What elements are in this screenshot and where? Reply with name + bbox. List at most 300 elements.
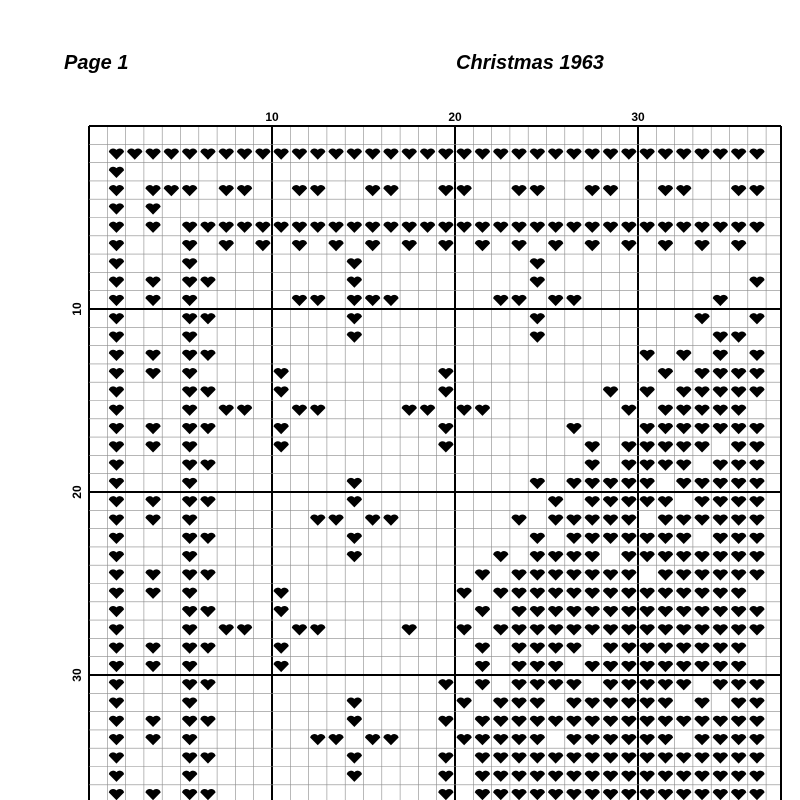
heart-stitch-icon [713,405,728,416]
heart-stitch-icon [200,533,215,544]
heart-stitch-icon [200,313,215,324]
heart-stitch-icon [182,368,197,379]
heart-stitch-icon [145,203,160,214]
heart-stitch-icon [731,222,746,233]
heart-stitch-icon [676,716,691,727]
heart-stitch-icon [676,148,691,159]
heart-stitch-icon [383,148,398,159]
heart-stitch-icon [274,661,289,672]
heart-stitch-icon [182,752,197,763]
heart-stitch-icon [566,478,581,489]
heart-stitch-icon [731,624,746,635]
heart-stitch-icon [731,514,746,525]
heart-stitch-icon [530,533,545,544]
heart-stitch-icon [182,478,197,489]
heart-stitch-icon [603,716,618,727]
heart-stitch-icon [731,734,746,745]
heart-stitch-icon [438,222,453,233]
heart-stitch-icon [493,734,508,745]
heart-stitch-icon [731,569,746,580]
heart-stitch-icon [493,222,508,233]
heart-stitch-icon [365,734,380,745]
heart-stitch-icon [731,148,746,159]
heart-stitch-icon [219,222,234,233]
heart-stitch-icon [109,716,124,727]
heart-stitch-icon [713,331,728,342]
heart-stitch-icon [566,514,581,525]
heart-stitch-icon [347,148,362,159]
heart-stitch-icon [713,350,728,361]
heart-stitch-icon [713,460,728,471]
heart-stitch-icon [731,752,746,763]
heart-stitch-icon [749,734,764,745]
heart-stitch-icon [145,734,160,745]
heart-stitch-icon [694,643,709,654]
heart-stitch-icon [182,734,197,745]
heart-stitch-icon [475,405,490,416]
heart-stitch-icon [749,789,764,800]
heart-stitch-icon [713,661,728,672]
heart-stitch-icon [310,185,325,196]
heart-stitch-icon [694,752,709,763]
heart-stitch-icon [511,771,526,782]
heart-stitch-icon [713,478,728,489]
heart-stitch-icon [530,551,545,562]
heart-stitch-icon [438,752,453,763]
heart-stitch-icon [109,441,124,452]
heart-stitch-icon [328,222,343,233]
heart-stitch-icon [658,606,673,617]
heart-stitch-icon [109,368,124,379]
heart-stitch-icon [274,222,289,233]
heart-stitch-icon [621,148,636,159]
heart-stitch-icon [475,771,490,782]
heart-stitch-icon [749,441,764,452]
heart-stitch-icon [566,295,581,306]
heart-stitch-icon [109,460,124,471]
heart-stitch-icon [749,277,764,288]
heart-stitch-icon [658,423,673,434]
heart-stitch-icon [530,661,545,672]
heart-stitch-icon [457,624,472,635]
heart-stitch-icon [420,222,435,233]
heart-stitch-icon [200,423,215,434]
heart-stitch-icon [713,789,728,800]
heart-stitch-icon [511,148,526,159]
heart-stitch-icon [182,441,197,452]
heart-stitch-icon [493,551,508,562]
heart-stitch-icon [713,752,728,763]
heart-stitch-icon [585,185,600,196]
heart-stitch-icon [603,679,618,690]
heart-stitch-icon [566,569,581,580]
heart-stitch-icon [603,514,618,525]
heart-stitch-icon [731,423,746,434]
heart-stitch-icon [566,222,581,233]
heart-stitch-icon [292,222,307,233]
heart-stitch-icon [182,460,197,471]
heart-stitch-icon [731,185,746,196]
heart-stitch-icon [749,697,764,708]
heart-stitch-icon [694,423,709,434]
heart-stitch-icon [347,752,362,763]
heart-stitch-icon [530,643,545,654]
heart-stitch-icon [694,222,709,233]
heart-stitch-icon [109,405,124,416]
heart-stitch-icon [109,679,124,690]
heart-stitch-icon [164,148,179,159]
heart-stitch-icon [658,514,673,525]
heart-stitch-icon [621,679,636,690]
heart-stitch-icon [511,643,526,654]
heart-stitch-icon [676,771,691,782]
heart-stitch-icon [585,441,600,452]
heart-stitch-icon [749,368,764,379]
heart-stitch-icon [365,222,380,233]
heart-stitch-icon [475,643,490,654]
heart-stitch-icon [676,752,691,763]
y-axis-label: 30 [70,668,84,682]
heart-stitch-icon [658,460,673,471]
heart-stitch-icon [438,423,453,434]
heart-stitch-icon [182,185,197,196]
heart-stitch-icon [109,496,124,507]
heart-stitch-icon [658,643,673,654]
heart-stitch-icon [603,697,618,708]
heart-stitch-icon [731,789,746,800]
heart-stitch-icon [530,331,545,342]
heart-stitch-icon [530,716,545,727]
heart-stitch-icon [182,405,197,416]
heart-stitch-icon [603,222,618,233]
heart-stitch-icon [109,167,124,178]
heart-stitch-icon [347,496,362,507]
heart-stitch-icon [640,643,655,654]
heart-stitch-icon [548,789,563,800]
heart-stitch-icon [640,533,655,544]
heart-stitch-icon [548,752,563,763]
heart-stitch-icon [109,258,124,269]
heart-stitch-icon [475,752,490,763]
heart-stitch-icon [694,697,709,708]
heart-stitch-icon [694,441,709,452]
heart-stitch-icon [182,661,197,672]
heart-stitch-icon [694,771,709,782]
heart-stitch-icon [475,569,490,580]
heart-stitch-icon [365,514,380,525]
heart-stitch-icon [109,643,124,654]
heart-stitch-icon [182,222,197,233]
heart-stitch-icon [347,697,362,708]
heart-stitch-icon [603,661,618,672]
heart-stitch-icon [603,386,618,397]
heart-stitch-icon [713,643,728,654]
heart-stitch-icon [731,496,746,507]
heart-stitch-icon [511,514,526,525]
heart-stitch-icon [749,569,764,580]
heart-stitch-icon [694,386,709,397]
heart-stitch-icon [585,148,600,159]
heart-stitch-icon [109,771,124,782]
heart-stitch-icon [585,789,600,800]
heart-stitch-icon [713,624,728,635]
heart-stitch-icon [182,624,197,635]
heart-stitch-icon [182,331,197,342]
heart-stitch-icon [731,551,746,562]
heart-stitch-icon [109,752,124,763]
heart-stitch-icon [493,148,508,159]
heart-stitch-icon [676,478,691,489]
heart-stitch-icon [676,606,691,617]
heart-stitch-icon [237,222,252,233]
heart-stitch-icon [749,460,764,471]
heart-stitch-icon [438,185,453,196]
heart-stitch-icon [658,771,673,782]
heart-stitch-icon [585,514,600,525]
heart-stitch-icon [182,240,197,251]
heart-stitch-icon [585,460,600,471]
heart-stitch-icon [713,496,728,507]
heart-stitch-icon [310,624,325,635]
heart-stitch-icon [511,752,526,763]
x-axis-label: 20 [448,110,462,124]
heart-stitch-icon [676,405,691,416]
heart-stitch-icon [310,734,325,745]
heart-stitch-icon [713,606,728,617]
heart-stitch-icon [109,331,124,342]
heart-stitch-icon [713,386,728,397]
heart-stitch-icon [438,368,453,379]
heart-stitch-icon [585,240,600,251]
heart-stitch-icon [145,222,160,233]
heart-stitch-icon [292,295,307,306]
heart-stitch-icon [731,240,746,251]
heart-stitch-icon [658,496,673,507]
heart-stitch-icon [658,752,673,763]
heart-stitch-icon [457,185,472,196]
heart-stitch-icon [676,624,691,635]
heart-stitch-icon [182,588,197,599]
heart-stitch-icon [566,606,581,617]
heart-stitch-icon [200,716,215,727]
heart-stitch-icon [530,789,545,800]
heart-stitch-icon [145,643,160,654]
heart-stitch-icon [530,277,545,288]
heart-stitch-icon [676,185,691,196]
heart-stitch-icon [145,661,160,672]
page-label: Page 1 [64,52,129,74]
chart-x-axis-labels [265,110,645,124]
heart-stitch-icon [530,222,545,233]
heart-stitch-icon [383,514,398,525]
heart-stitch-icon [694,569,709,580]
heart-stitch-icon [182,551,197,562]
heart-stitch-icon [621,533,636,544]
heart-stitch-icon [548,148,563,159]
heart-stitch-icon [347,331,362,342]
heart-stitch-icon [109,588,124,599]
heart-stitch-icon [365,240,380,251]
heart-stitch-icon [383,185,398,196]
heart-stitch-icon [713,679,728,690]
heart-stitch-icon [640,441,655,452]
heart-stitch-icon [731,460,746,471]
heart-stitch-icon [640,148,655,159]
heart-stitch-icon [731,643,746,654]
heart-stitch-icon [328,148,343,159]
heart-stitch-icon [621,771,636,782]
heart-stitch-icon [694,148,709,159]
heart-stitch-icon [731,368,746,379]
heart-stitch-icon [182,423,197,434]
heart-stitch-icon [182,569,197,580]
heart-stitch-icon [694,624,709,635]
heart-stitch-icon [585,752,600,763]
heart-stitch-icon [621,478,636,489]
heart-stitch-icon [145,148,160,159]
heart-stitch-icon [310,222,325,233]
heart-stitch-icon [109,624,124,635]
heart-stitch-icon [402,148,417,159]
heart-stitch-icon [603,606,618,617]
heart-stitch-icon [475,734,490,745]
heart-stitch-icon [383,295,398,306]
heart-stitch-icon [530,752,545,763]
heart-stitch-icon [585,496,600,507]
heart-stitch-icon [658,569,673,580]
heart-stitch-icon [347,222,362,233]
heart-stitch-icon [530,258,545,269]
heart-stitch-icon [200,222,215,233]
heart-stitch-icon [585,569,600,580]
heart-stitch-icon [713,588,728,599]
heart-stitch-icon [530,313,545,324]
heart-stitch-icon [603,789,618,800]
heart-stitch-icon [676,643,691,654]
heart-stitch-icon [109,185,124,196]
heart-stitch-icon [585,734,600,745]
heart-stitch-icon [621,606,636,617]
heart-stitch-icon [640,423,655,434]
heart-stitch-icon [219,624,234,635]
heart-stitch-icon [219,240,234,251]
heart-stitch-icon [530,148,545,159]
heart-stitch-icon [255,240,270,251]
heart-stitch-icon [511,240,526,251]
heart-stitch-icon [182,716,197,727]
heart-stitch-icon [237,185,252,196]
heart-stitch-icon [548,551,563,562]
heart-stitch-icon [621,752,636,763]
heart-stitch-icon [109,661,124,672]
heart-stitch-icon [182,643,197,654]
heart-stitch-icon [292,185,307,196]
heart-stitch-icon [347,277,362,288]
heart-stitch-icon [749,716,764,727]
heart-stitch-icon [548,606,563,617]
heart-stitch-icon [566,624,581,635]
heart-stitch-icon [237,624,252,635]
heart-stitch-icon [109,240,124,251]
heart-stitch-icon [182,789,197,800]
heart-stitch-icon [255,148,270,159]
heart-stitch-icon [182,350,197,361]
heart-stitch-icon [457,148,472,159]
heart-stitch-icon [676,569,691,580]
heart-stitch-icon [731,606,746,617]
heart-stitch-icon [109,423,124,434]
heart-stitch-icon [658,533,673,544]
heart-stitch-icon [640,606,655,617]
heart-stitch-icon [548,716,563,727]
heart-stitch-icon [621,697,636,708]
heart-stitch-icon [109,551,124,562]
heart-stitch-icon [749,514,764,525]
heart-stitch-icon [109,386,124,397]
heart-stitch-icon [658,624,673,635]
heart-stitch-icon [658,240,673,251]
heart-stitch-icon [145,514,160,525]
heart-stitch-icon [200,496,215,507]
heart-stitch-icon [347,551,362,562]
heart-stitch-icon [749,423,764,434]
heart-stitch-icon [713,716,728,727]
x-axis-label: 30 [631,110,645,124]
heart-stitch-icon [475,716,490,727]
heart-stitch-icon [200,350,215,361]
heart-stitch-icon [365,185,380,196]
heart-stitch-icon [109,277,124,288]
heart-stitch-icon [640,350,655,361]
heart-stitch-icon [640,222,655,233]
heart-stitch-icon [585,588,600,599]
heart-stitch-icon [713,423,728,434]
heart-stitch-icon [548,222,563,233]
heart-stitch-icon [658,368,673,379]
heart-stitch-icon [585,771,600,782]
heart-stitch-icon [402,624,417,635]
heart-stitch-icon [548,588,563,599]
heart-stitch-icon [200,606,215,617]
heart-stitch-icon [658,185,673,196]
heart-stitch-icon [182,386,197,397]
heart-stitch-icon [530,679,545,690]
heart-stitch-icon [585,551,600,562]
heart-stitch-icon [731,441,746,452]
heart-stitch-icon [585,661,600,672]
heart-stitch-icon [182,277,197,288]
heart-stitch-icon [640,624,655,635]
heart-stitch-icon [658,405,673,416]
heart-stitch-icon [127,148,142,159]
heart-stitch-icon [438,716,453,727]
heart-stitch-icon [347,313,362,324]
heart-stitch-icon [566,643,581,654]
heart-stitch-icon [530,771,545,782]
heart-stitch-icon [493,716,508,727]
heart-stitch-icon [658,661,673,672]
heart-stitch-icon [694,606,709,617]
heart-stitch-icon [200,789,215,800]
heart-stitch-icon [676,350,691,361]
heart-stitch-icon [145,441,160,452]
heart-stitch-icon [292,240,307,251]
heart-stitch-icon [475,222,490,233]
heart-stitch-icon [676,222,691,233]
heart-stitch-icon [621,569,636,580]
heart-stitch-icon [603,643,618,654]
heart-stitch-icon [603,734,618,745]
